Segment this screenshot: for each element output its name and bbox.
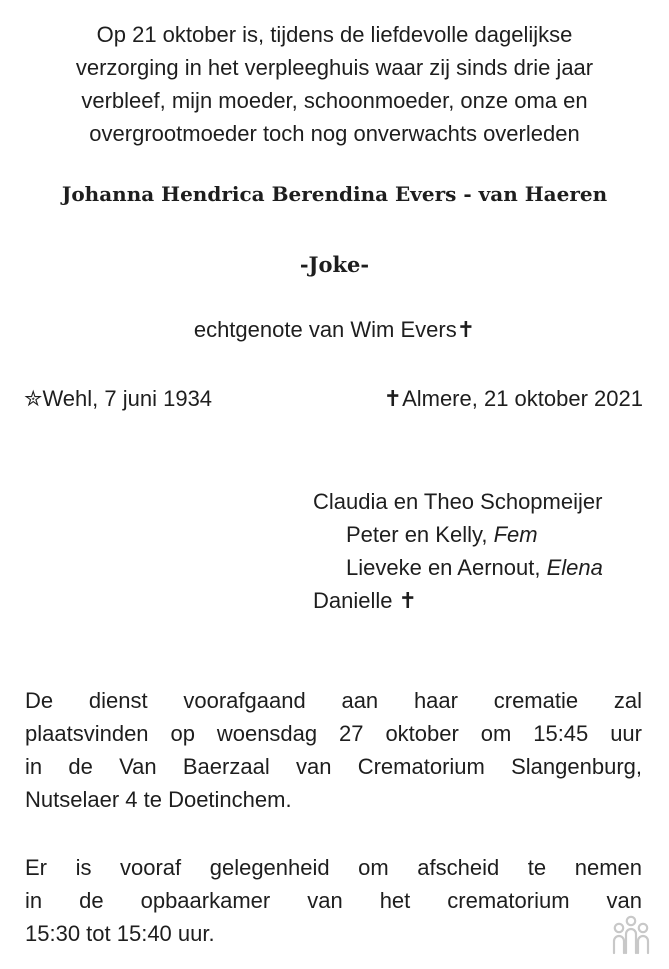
family-list bbox=[313, 485, 603, 618]
farewell-paragraph bbox=[25, 851, 642, 950]
service-line: Nutselaer 4 te Doetinchem. bbox=[25, 787, 292, 812]
family-member bbox=[313, 518, 603, 551]
service-paragraph bbox=[25, 684, 642, 816]
farewell-line: Er is vooraf gelegenheid om afscheid te nemen bbox=[25, 855, 642, 880]
family-member-names: Danielle bbox=[313, 588, 399, 613]
death-place-date: Almere, 21 oktober 2021 bbox=[402, 386, 643, 411]
intro-line: verbleef, mijn moeder, schoonmoeder, onze oma en bbox=[81, 88, 588, 113]
cross-icon: ✝ bbox=[383, 387, 403, 412]
birth-info bbox=[24, 386, 212, 412]
farewell-line: 15:30 tot 15:40 uur. bbox=[25, 921, 215, 946]
spouse-text: echtgenote van Wim Evers bbox=[193, 317, 457, 342]
star-icon: ✮ bbox=[24, 387, 43, 412]
service-line: in de Van Baerzaal van Crematorium Slangenburg, bbox=[25, 754, 642, 779]
spouse-line bbox=[0, 317, 669, 343]
birth-place-date: Wehl, 7 juni 1934 bbox=[42, 386, 213, 411]
service-line: De dienst voorafgaand aan haar crematie zal bbox=[25, 688, 642, 713]
intro-text bbox=[20, 18, 649, 150]
family-member bbox=[313, 584, 603, 618]
family-member-names: Lieveke en Aernout, bbox=[346, 555, 547, 580]
deceased-nickname: -Joke- bbox=[299, 252, 370, 277]
great-grandchild-name: Fem bbox=[493, 522, 538, 547]
family-member bbox=[313, 551, 603, 584]
deceased-full-name: Johanna Hendrica Berendina Evers - van Haeren bbox=[61, 182, 608, 206]
intro-line: verzorging in het verpleeghuis waar zij sinds drie jaar bbox=[75, 55, 594, 80]
intro-line: Op 21 oktober is, tijdens de liefdevolle dagelijkse bbox=[96, 22, 573, 47]
intro-line: overgrootmoeder toch nog onverwachts overleden bbox=[89, 121, 580, 146]
cross-icon: ✝ bbox=[398, 589, 418, 614]
farewell-line: in de opbaarkamer van het crematorium van bbox=[25, 888, 642, 913]
family-member: Claudia en Theo Schopmeijer bbox=[313, 489, 603, 514]
death-info bbox=[384, 386, 643, 412]
cross-icon: ✝ bbox=[456, 318, 476, 343]
great-grandchild-name: Elena bbox=[546, 555, 603, 580]
service-line: plaatsvinden op woensdag 27 oktober om 15:45 uur bbox=[25, 721, 642, 746]
people-group-icon bbox=[605, 915, 657, 955]
family-member-names: Peter en Kelly, bbox=[346, 522, 494, 547]
